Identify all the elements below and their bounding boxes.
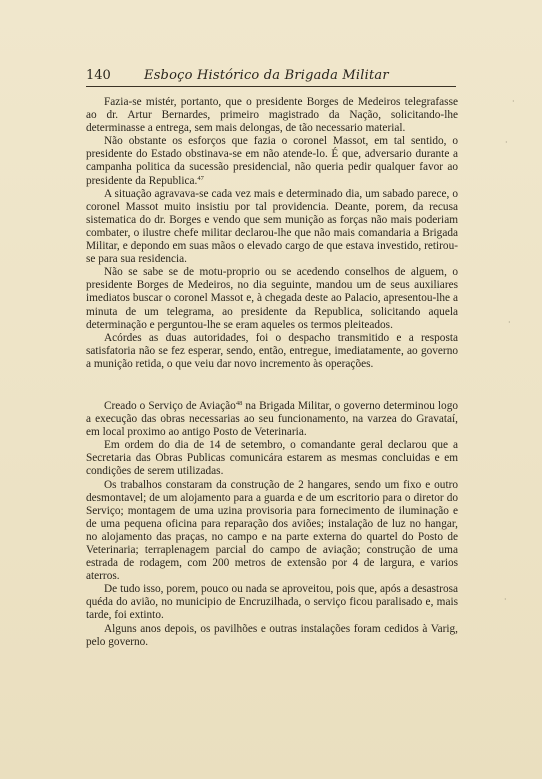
footnote-ref-48: 48 [235, 399, 243, 407]
paragraph-6-text [86, 400, 458, 438]
margin-speck: · [508, 318, 511, 327]
paragraph-6 [86, 400, 458, 439]
paragraph-5: Acórdes as duas autoridades, foi o despacho transmitido e a resposta satisfatoria não se fez esperar, sendo, então, entregue, imediatamente, ao governo a munição retida, o que veiu dar novo incremento às operações. [86, 331, 458, 370]
paragraph-8: Os trabalhos constaram da construção de 2 hangares, sendo um fixo e outro desmontavel; de um alojamento para a guarda e de um escritorio para o diretor do Serviço; montagem de uma uzina provisoria para fornecimento de iluminação e de uma pequena oficina para reparação dos aviões; instalação de luz no hangar, no alojamento das praças, no campo e na parte externa do quartel do Posto de Veterinaria; terraplenagem parcial do campo de aviação; construção de uma estrada de rodagem, com 200 metros de extensão por 4 de largura, e varios aterros. [86, 478, 458, 583]
paragraph-4: Não se sabe se de motu-proprio ou se acedendo conselhos de alguem, o presidente Borges de Medeiros, no dia seguinte, mandou um de seus auxiliares imediatos buscar o coronel Massot e, à chegada deste ao Palacio, apresentou-lhe a minuta de um telegrama, ao presidente da Republica, solicitando aquela determinação e perguntou-lhe se eram aqueles os termos pleiteados. [86, 266, 458, 331]
footnote-ref-47: 47 [197, 174, 204, 182]
paragraph-6-text-a: Creado o Serviço de Aviação [104, 399, 236, 412]
margin-speck: · [505, 138, 508, 147]
paragraph-2-text: Não obstante os esforços que fazia o coronel Massot, em tal sentido, o presidente do Estado obstinava-se em não atende-lo. É que, adversario durante a campanha politica da sucessão presidencial, não queria pedir qualquer favor ao presidente da Republica. [86, 135, 458, 187]
margin-speck: · [504, 595, 507, 604]
paragraph-7: Em ordem do dia de 14 de setembro, o comandante geral declarou que a Secretaria das Obras Publicas comunicára estarem as mesmas concluidas e em condições de serem utilizadas. [86, 439, 458, 478]
paragraph-1: Fazia-se mistér, portanto, que o presidente Borges de Medeiros telegrafasse ao dr. Artur Bernardes, primeiro magistrado da Nação, solicitando-lhe determinasse a entrega, sem mais delongas, de tão necessario material. [86, 96, 458, 135]
page-number: 140 [86, 68, 111, 83]
running-title: Esboço Histórico da Brigada Militar [144, 68, 389, 83]
paragraph-3: A situação agravava-se cada vez mais e determinado dia, um sabado parece, o coronel Massot muito insistiu por tal providencia. Deante, porem, da recusa sistematica do dr. Borges e vendo que sem munição as forças não mais poderiam combater, o ilustre chefe militar declarou-lhe que não mais comandaria a Brigada Militar, e depondo em suas mãos o elevado cargo de que estava investido, retirou-se para sua residencia. [86, 187, 458, 266]
page-body [86, 96, 458, 649]
paragraph-2 [86, 135, 458, 187]
page-header [86, 66, 456, 87]
margin-speck: · [512, 97, 515, 106]
section-gap [86, 371, 458, 400]
paragraph-9: De tudo isso, porem, pouco ou nada se aproveitou, pois que, após a desastrosa quéda do avião, no municipio de Encruzilhada, o serviço ficou paralisado e, mais tarde, foi extinto. [86, 583, 458, 622]
paragraph-6-text-b: na Brigada Militar, o governo determinou logo a execução das obras necessarias ao seu funcionamento, na varzea do Gravataí, em local proximo ao antigo Posto de Veterinaria. [86, 399, 459, 439]
paragraph-10: Alguns anos depois, os pavilhões e outras instalações foram cedidos à Varig, pelo governo. [86, 622, 458, 648]
